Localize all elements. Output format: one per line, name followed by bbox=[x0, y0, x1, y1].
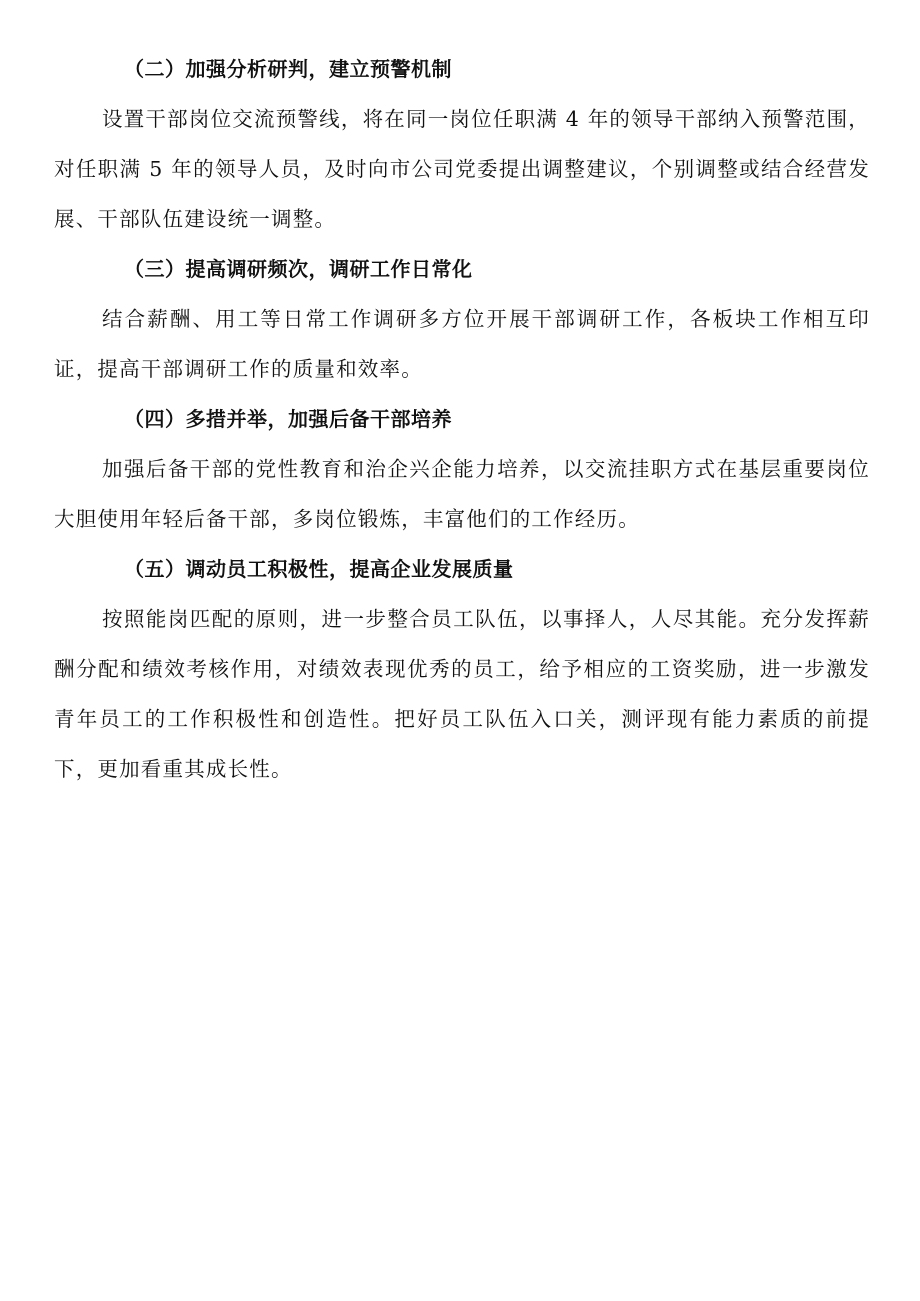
section-2 bbox=[54, 44, 870, 244]
section-3 bbox=[54, 244, 870, 394]
section-paragraph: 按照能岗匹配的原则，进一步整合员工队伍，以事择人，人尽其能。充分发挥薪酬分配和绩效考核作用，对绩效表现优秀的员工，给予相应的工资奖励，进一步激发青年员工的工作积极性和创造性。把好员工队伍入口关，测评现有能力素质的前提下，更加看重其成长性。 bbox=[54, 607, 870, 781]
section-heading: （三）提高调研频次，调研工作日常化 bbox=[124, 257, 473, 281]
section-paragraph: 加强后备干部的党性教育和治企兴企能力培养，以交流挂职方式在基层重要岗位大胆使用年轻后备干部，多岗位锻炼，丰富他们的工作经历。 bbox=[54, 457, 870, 531]
section-5 bbox=[54, 544, 870, 794]
section-paragraph: 设置干部岗位交流预警线，将在同一岗位任职满 4 年的领导干部纳入预警范围，对任职满 5 年的领导人员，及时向市公司党委提出调整建议，个别调整或结合经营发展、干部队伍建设统一调整。 bbox=[54, 107, 870, 231]
section-heading: （五）调动员工积极性，提高企业发展质量 bbox=[124, 557, 514, 581]
section-heading: （二）加强分析研判，建立预警机制 bbox=[124, 57, 452, 81]
section-heading: （四）多措并举，加强后备干部培养 bbox=[124, 407, 452, 431]
section-4 bbox=[54, 394, 870, 544]
document-page bbox=[54, 44, 870, 794]
section-paragraph: 结合薪酬、用工等日常工作调研多方位开展干部调研工作，各板块工作相互印证，提高干部调研工作的质量和效率。 bbox=[54, 307, 870, 381]
